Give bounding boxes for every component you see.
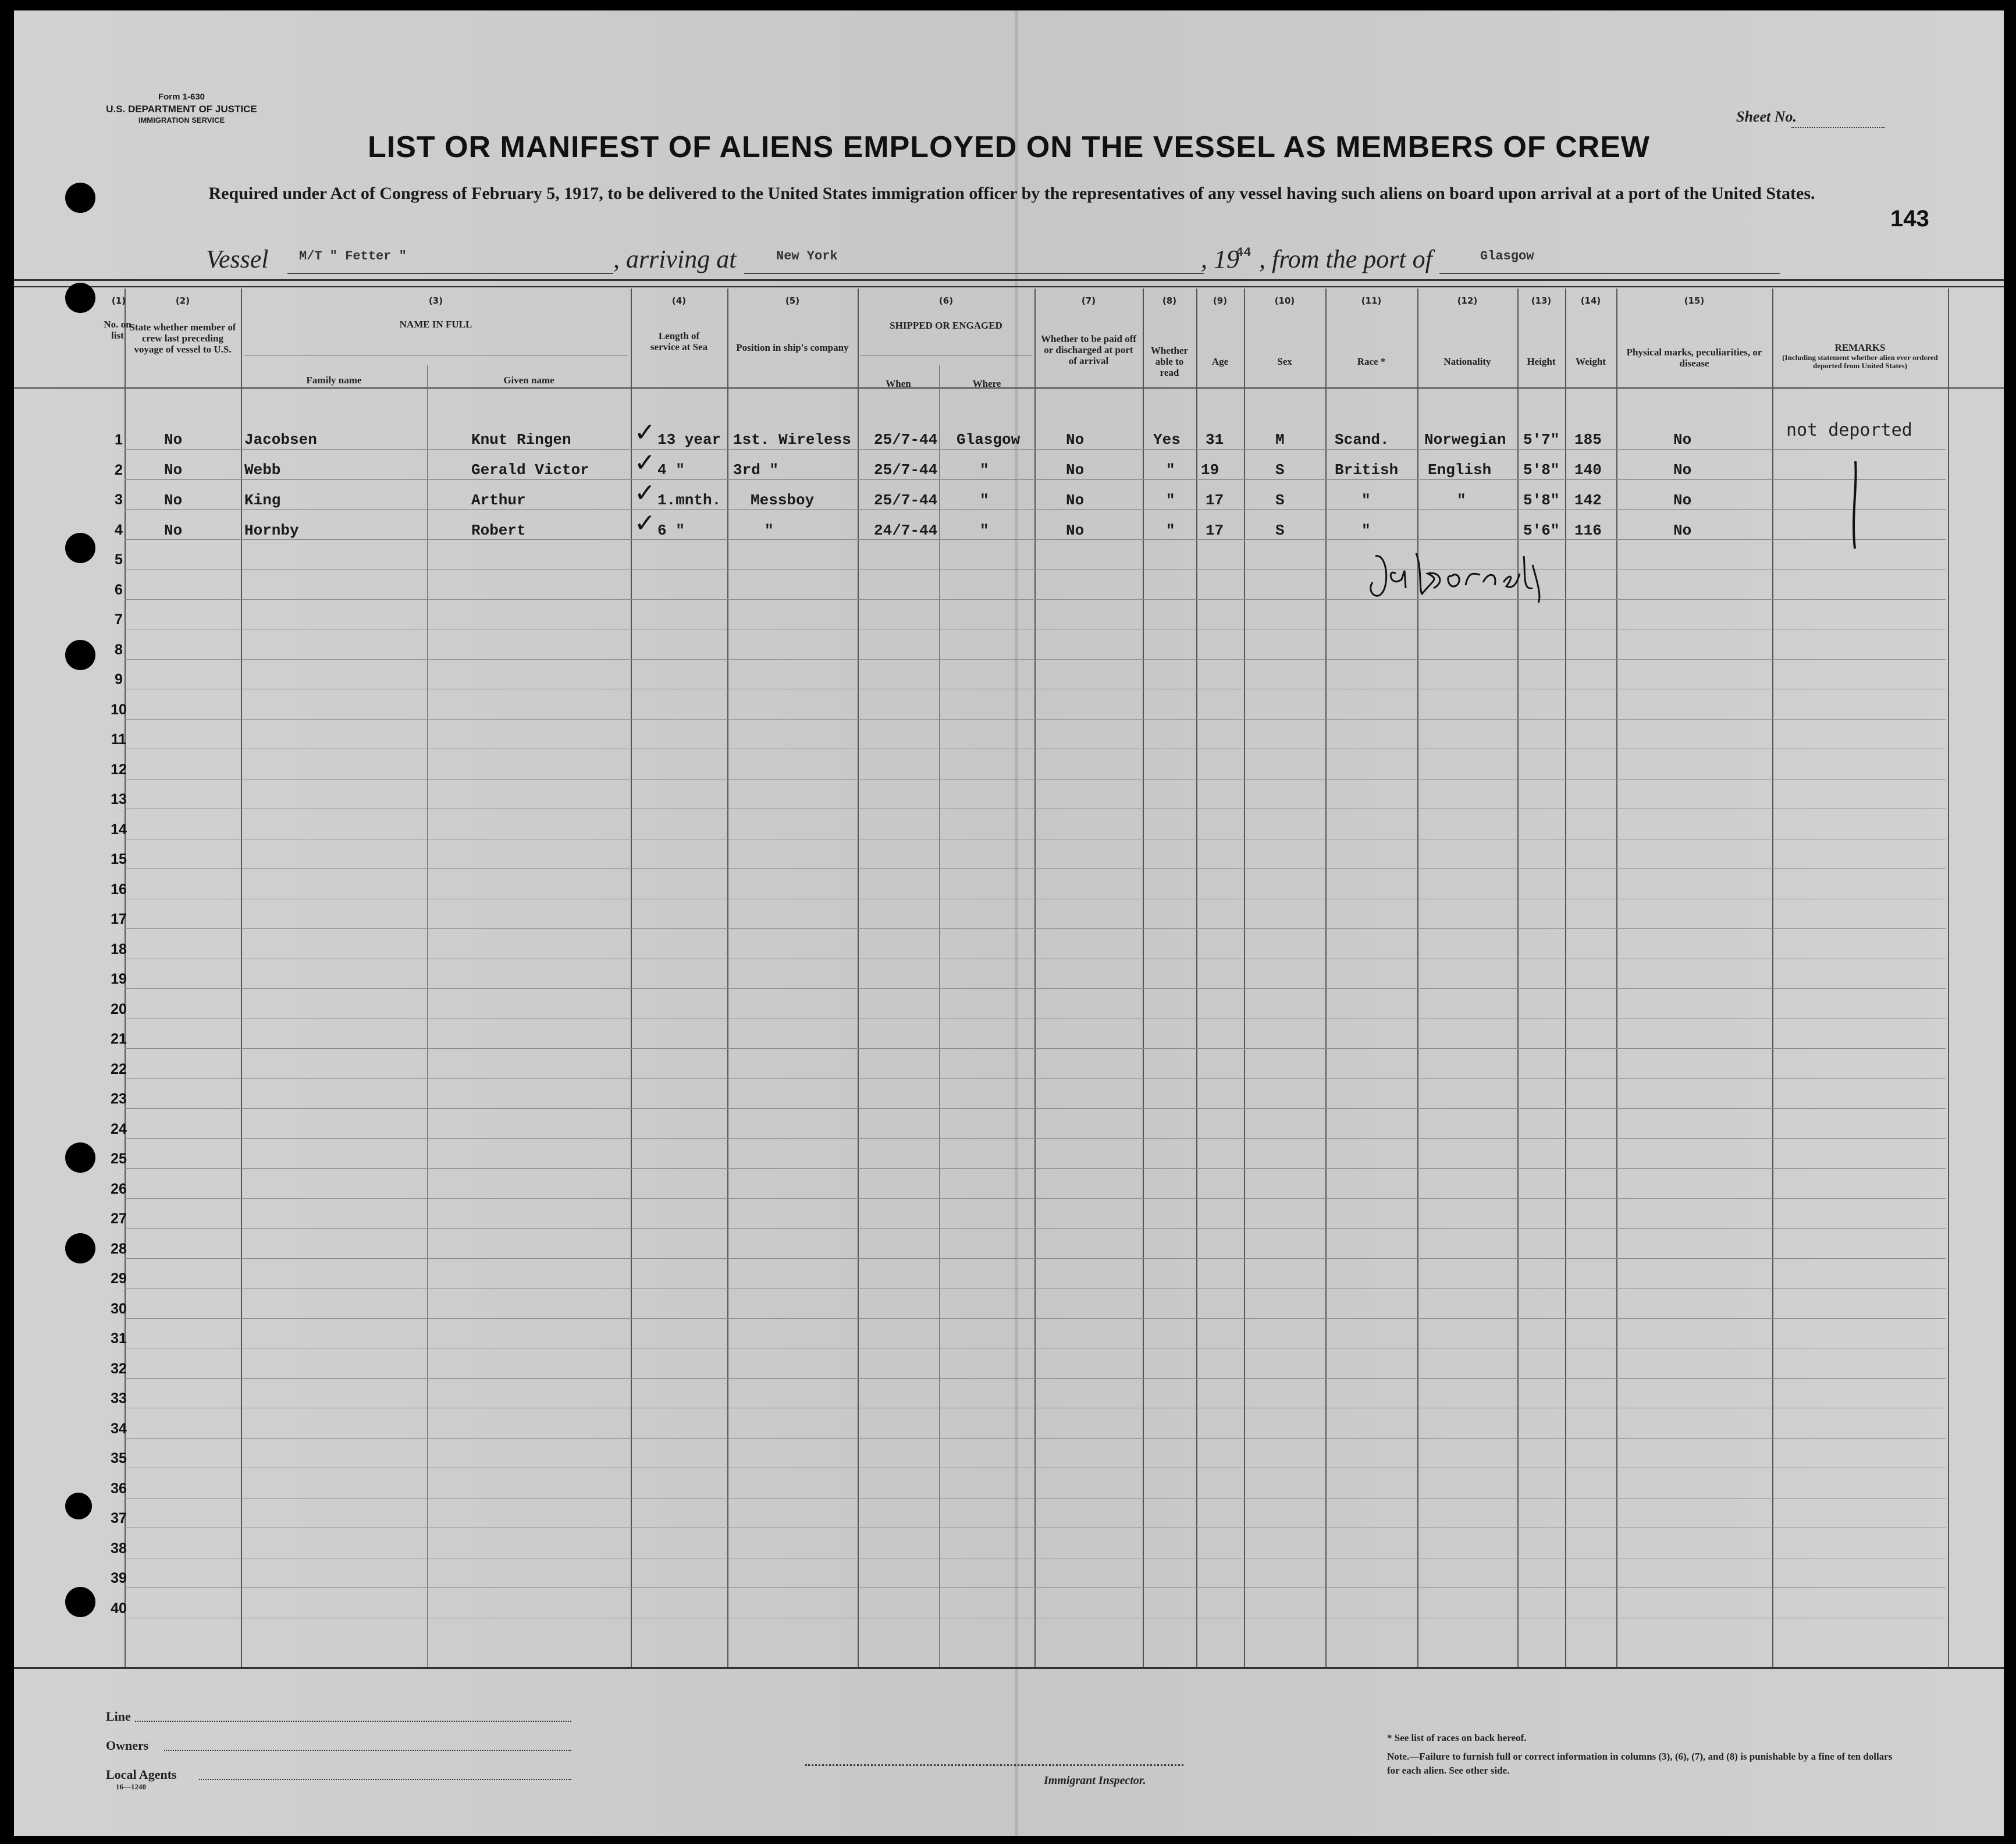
col-remarks: REMARKS <box>1834 342 1886 353</box>
cell-paid-off: No <box>1066 522 1085 539</box>
col-2-number: (2) <box>175 296 190 306</box>
punch-hole <box>65 283 95 313</box>
check-mark-icon: ✓ <box>634 418 656 447</box>
ruled-row-line <box>125 1258 1946 1259</box>
ruled-row-line <box>125 599 1946 600</box>
col-height: Height <box>1527 356 1556 367</box>
row-number: 16 <box>111 881 127 898</box>
ruled-row-line <box>125 539 1946 540</box>
row-number: 27 <box>111 1211 127 1227</box>
ruled-row-line <box>125 1168 1946 1169</box>
row-number: 37 <box>111 1510 127 1526</box>
vessel-label: Vessel <box>206 245 269 273</box>
col-no-on-list: No. on list <box>104 319 131 341</box>
cell-shipped-where: " <box>980 492 989 509</box>
col-previous-voyage: State whether member of crew last preceding voyage of vessel to U.S. <box>129 322 236 355</box>
line-field[interactable] <box>135 1721 571 1722</box>
row-number: 26 <box>111 1180 127 1197</box>
cell-prev-voyage: No <box>164 461 183 479</box>
row-number: 33 <box>111 1390 127 1407</box>
cell-nationality: Norwegian <box>1424 431 1506 448</box>
inspector-field[interactable] <box>805 1764 1183 1766</box>
cell-height: 5'7" <box>1523 431 1560 448</box>
col-remarks-sub: (Including statement whether alien ever ordered deported from United States) <box>1782 353 1938 370</box>
row-number: 24 <box>111 1120 127 1137</box>
row-number: 19 <box>111 971 127 987</box>
cell-race: Scand. <box>1335 431 1389 448</box>
cell-given-name: Robert <box>471 522 526 539</box>
col-weight: Weight <box>1576 356 1606 367</box>
cell-prev-voyage: No <box>164 431 183 448</box>
sheet-number-label: Sheet No. <box>1736 108 1797 125</box>
cell-paid-off: No <box>1066 461 1085 479</box>
local-agents-field[interactable] <box>199 1779 571 1780</box>
col-length-of-service: Length of service at Sea <box>650 330 708 353</box>
row-number: 22 <box>111 1060 127 1077</box>
punch-hole <box>65 533 95 563</box>
row-number: 2 <box>115 461 123 478</box>
year-prefix: , 19 <box>1201 245 1239 273</box>
cell-given-name: Gerald Victor <box>471 461 589 479</box>
row-number: 17 <box>111 911 127 927</box>
cell-physical-marks: No <box>1673 492 1692 509</box>
cell-service: 6 " <box>657 522 685 539</box>
row-number: 35 <box>111 1450 127 1466</box>
cell-age: 31 <box>1206 431 1224 448</box>
cell-service: 13 year <box>657 431 721 448</box>
cell-sex: S <box>1275 492 1285 509</box>
row-number: 31 <box>111 1330 127 1347</box>
owners-field[interactable] <box>164 1750 571 1751</box>
cell-sex: M <box>1275 431 1285 448</box>
ruled-row-line <box>125 928 1946 929</box>
col-6-number: (6) <box>938 296 954 306</box>
col-name-in-full: NAME IN FULL <box>399 319 472 330</box>
cell-shipped-when: 25/7-44 <box>874 492 938 509</box>
cell-weight: 140 <box>1574 461 1602 479</box>
row-number: 7 <box>115 611 123 628</box>
col-8-number: (8) <box>1162 296 1177 306</box>
local-agents-label: Local Agents <box>106 1767 177 1782</box>
col-14-number: (14) <box>1580 296 1601 306</box>
row-number: 39 <box>111 1570 127 1586</box>
manifest-sheet <box>14 10 2004 1836</box>
cell-given-name: Arthur <box>471 492 526 509</box>
cell-prev-voyage: No <box>164 522 183 539</box>
cell-position: 1st. Wireless <box>733 431 851 448</box>
cell-age: 19 <box>1201 461 1219 479</box>
col-9-number: (9) <box>1213 296 1228 306</box>
penalty-note: Note.—Failure to furnish full or correct information in columns (3), (6), (7), and (8) is punishable by a fine of ten dollars for each alien. See other side. <box>1387 1751 1893 1776</box>
cell-prev-voyage: No <box>164 492 183 509</box>
row-number: 34 <box>111 1420 127 1437</box>
row-number: 23 <box>111 1091 127 1107</box>
row-number: 21 <box>111 1031 127 1047</box>
line-label: Line <box>106 1709 131 1724</box>
department-name: U.S. DEPARTMENT OF JUSTICE <box>106 104 257 115</box>
service-name: IMMIGRATION SERVICE <box>138 116 225 124</box>
cell-paid-off: No <box>1066 431 1085 448</box>
col-12-number: (12) <box>1457 296 1478 306</box>
row-number: 36 <box>111 1480 127 1497</box>
cell-nationality: " <box>1457 492 1466 509</box>
col-sex: Sex <box>1277 356 1292 367</box>
col-position: Position in ship's company <box>736 342 849 353</box>
row-number: 8 <box>115 641 123 658</box>
sheet-number-field[interactable] <box>1791 127 1885 128</box>
from-port-label: , from the port of <box>1259 245 1432 273</box>
col-10-number: (10) <box>1274 296 1295 306</box>
col-nationality: Nationality <box>1443 356 1491 367</box>
check-mark-icon: ✓ <box>634 448 656 478</box>
col-1-number: (1) <box>111 296 126 306</box>
cell-family-name: King <box>244 492 281 509</box>
row-number: 1 <box>115 432 123 448</box>
cell-sex: S <box>1275 461 1285 479</box>
from-port: Glasgow <box>1480 249 1534 264</box>
punch-hole <box>65 1233 95 1263</box>
row-number: 20 <box>111 1001 127 1017</box>
cell-race: British <box>1335 461 1399 479</box>
table-top-rule <box>14 279 2004 281</box>
row-number: 4 <box>115 521 123 538</box>
cell-position: Messboy <box>751 492 815 509</box>
col-13-number: (13) <box>1531 296 1552 306</box>
ruled-row-line <box>125 988 1946 989</box>
cell-age: 17 <box>1206 492 1224 509</box>
col-7-number: (7) <box>1081 296 1096 306</box>
cell-physical-marks: No <box>1673 431 1692 448</box>
row-number: 9 <box>115 671 123 688</box>
arriving-line <box>744 273 1204 274</box>
cell-able-to-read: " <box>1166 461 1175 479</box>
ruled-row-line <box>125 1318 1946 1319</box>
cell-physical-marks: No <box>1673 461 1692 479</box>
inspector-label: Immigrant Inspector. <box>1044 1774 1146 1787</box>
punch-hole <box>65 1493 92 1519</box>
col-shipped-or-engaged: SHIPPED OR ENGAGED <box>890 320 1002 331</box>
row-number: 14 <box>111 821 127 838</box>
cell-weight: 142 <box>1574 492 1602 509</box>
ruled-row-line <box>125 1138 1946 1139</box>
owners-label: Owners <box>106 1738 149 1753</box>
ruled-row-line <box>125 868 1946 869</box>
arriving-port: New York <box>776 249 838 264</box>
remarks-ditto-stroke <box>1847 458 1864 551</box>
punch-hole <box>65 183 95 213</box>
cell-family-name: Webb <box>244 461 281 479</box>
cell-shipped-when: 25/7-44 <box>874 431 938 448</box>
row-number: 3 <box>115 492 123 508</box>
punch-hole <box>65 1587 95 1617</box>
cell-height: 5'6" <box>1523 522 1560 539</box>
year-value: 44 <box>1236 245 1251 260</box>
cell-given-name: Knut Ringen <box>471 431 571 448</box>
cell-position: " <box>765 522 774 539</box>
row-number: 6 <box>115 581 123 598</box>
form-number: Form 1-630 <box>158 92 205 102</box>
cell-weight: 116 <box>1574 522 1602 539</box>
col-paid-off: Whether to be paid off or discharged at port of arrival <box>1040 333 1136 366</box>
ruled-row-line <box>125 659 1946 660</box>
row-number: 10 <box>111 701 127 718</box>
cell-able-to-read: " <box>1166 522 1175 539</box>
row-number: 40 <box>111 1600 127 1617</box>
cell-physical-marks: No <box>1673 522 1692 539</box>
vessel-name: M/T " Fetter " <box>299 249 407 264</box>
row-number: 11 <box>111 731 127 747</box>
row-number: 13 <box>111 791 127 807</box>
cell-service: 4 " <box>657 461 685 479</box>
ruled-row-line <box>125 1378 1946 1379</box>
cell-race: " <box>1361 492 1371 509</box>
row-number: 15 <box>111 851 127 867</box>
cell-family-name: Jacobsen <box>244 431 317 448</box>
row-number: 18 <box>111 941 127 957</box>
cell-weight: 185 <box>1574 431 1602 448</box>
vessel-name-line <box>287 273 613 274</box>
page-title: LIST OR MANIFEST OF ALIENS EMPLOYED ON THE VESSEL AS MEMBERS OF CREW <box>368 130 1650 164</box>
inspector-signature <box>1364 539 1562 608</box>
cell-sex: S <box>1275 522 1285 539</box>
punch-hole <box>65 640 95 670</box>
ruled-row-line <box>125 449 1946 450</box>
cell-age: 17 <box>1206 522 1224 539</box>
row-number: 12 <box>111 761 127 778</box>
ruled-row-line <box>125 1108 1946 1109</box>
row-number: 5 <box>115 551 123 568</box>
check-mark-icon: ✓ <box>634 508 656 538</box>
cell-able-to-read: " <box>1166 492 1175 509</box>
page-number: 143 <box>1890 206 1929 232</box>
col-shipped-where: Where <box>972 378 1001 389</box>
cell-shipped-where: " <box>980 461 989 479</box>
page-fold <box>1015 10 1018 1836</box>
race-note: * See list of races on back hereof. <box>1387 1732 1527 1743</box>
remarks-note: not deported <box>1786 420 1912 440</box>
col-5-number: (5) <box>785 296 800 306</box>
statute-text: Required under Act of Congress of February 5, 1917, to be delivered to the United States immigration officer by the representatives of any vessel having such aliens on board upon arrival at a port of the United States. <box>208 184 1815 203</box>
row-number: 28 <box>111 1240 127 1257</box>
cell-paid-off: No <box>1066 492 1085 509</box>
arriving-label: , arriving at <box>613 245 737 273</box>
cell-shipped-when: 25/7-44 <box>874 461 938 479</box>
row-number: 25 <box>111 1151 127 1167</box>
cell-height: 5'8" <box>1523 492 1560 509</box>
table-bottom-rule <box>14 1667 2004 1669</box>
col-given-name: Given name <box>503 375 554 386</box>
row-number: 38 <box>111 1540 127 1557</box>
ruled-row-line <box>125 719 1946 720</box>
ruled-row-line <box>125 509 1946 510</box>
ruled-row-line <box>125 479 1946 480</box>
table-top-rule-2 <box>14 286 2004 287</box>
col-family-name: Family name <box>306 375 362 386</box>
cell-nationality: English <box>1428 461 1492 479</box>
row-number: 30 <box>111 1300 127 1317</box>
ruled-row-line <box>125 1048 1946 1049</box>
cell-position: 3rd " <box>733 461 779 479</box>
ruled-row-line <box>125 1438 1946 1439</box>
ruled-row-line <box>125 1228 1946 1229</box>
col-race: Race * <box>1357 356 1386 367</box>
cell-shipped-where: " <box>980 522 989 539</box>
check-mark-icon: ✓ <box>634 478 656 508</box>
col-3-number: (3) <box>428 296 443 306</box>
col-11-number: (11) <box>1361 296 1382 306</box>
col-15-number: (15) <box>1684 296 1705 306</box>
cell-height: 5'8" <box>1523 461 1560 479</box>
col-shipped-when: When <box>886 378 911 389</box>
col-4-number: (4) <box>671 296 687 306</box>
cell-able-to-read: Yes <box>1153 431 1181 448</box>
col-able-to-read: Whether able to read <box>1150 345 1189 378</box>
col-age: Age <box>1211 356 1229 367</box>
cell-shipped-when: 24/7-44 <box>874 522 938 539</box>
punch-hole <box>65 1142 95 1173</box>
cell-race: " <box>1361 522 1371 539</box>
row-number: 32 <box>111 1360 127 1377</box>
ruled-row-line <box>125 1587 1946 1588</box>
ruled-row-line <box>125 1078 1946 1079</box>
cell-service: 1.mnth. <box>657 492 721 509</box>
cell-family-name: Hornby <box>244 522 299 539</box>
row-number: 29 <box>111 1270 127 1287</box>
ruled-row-line <box>125 1198 1946 1199</box>
cell-shipped-where: Glasgow <box>957 431 1021 448</box>
col-physical-marks: Physical marks, peculiarities, or disease <box>1626 347 1762 369</box>
form-code: 16—1240 <box>116 1782 146 1791</box>
from-port-line <box>1439 273 1780 274</box>
